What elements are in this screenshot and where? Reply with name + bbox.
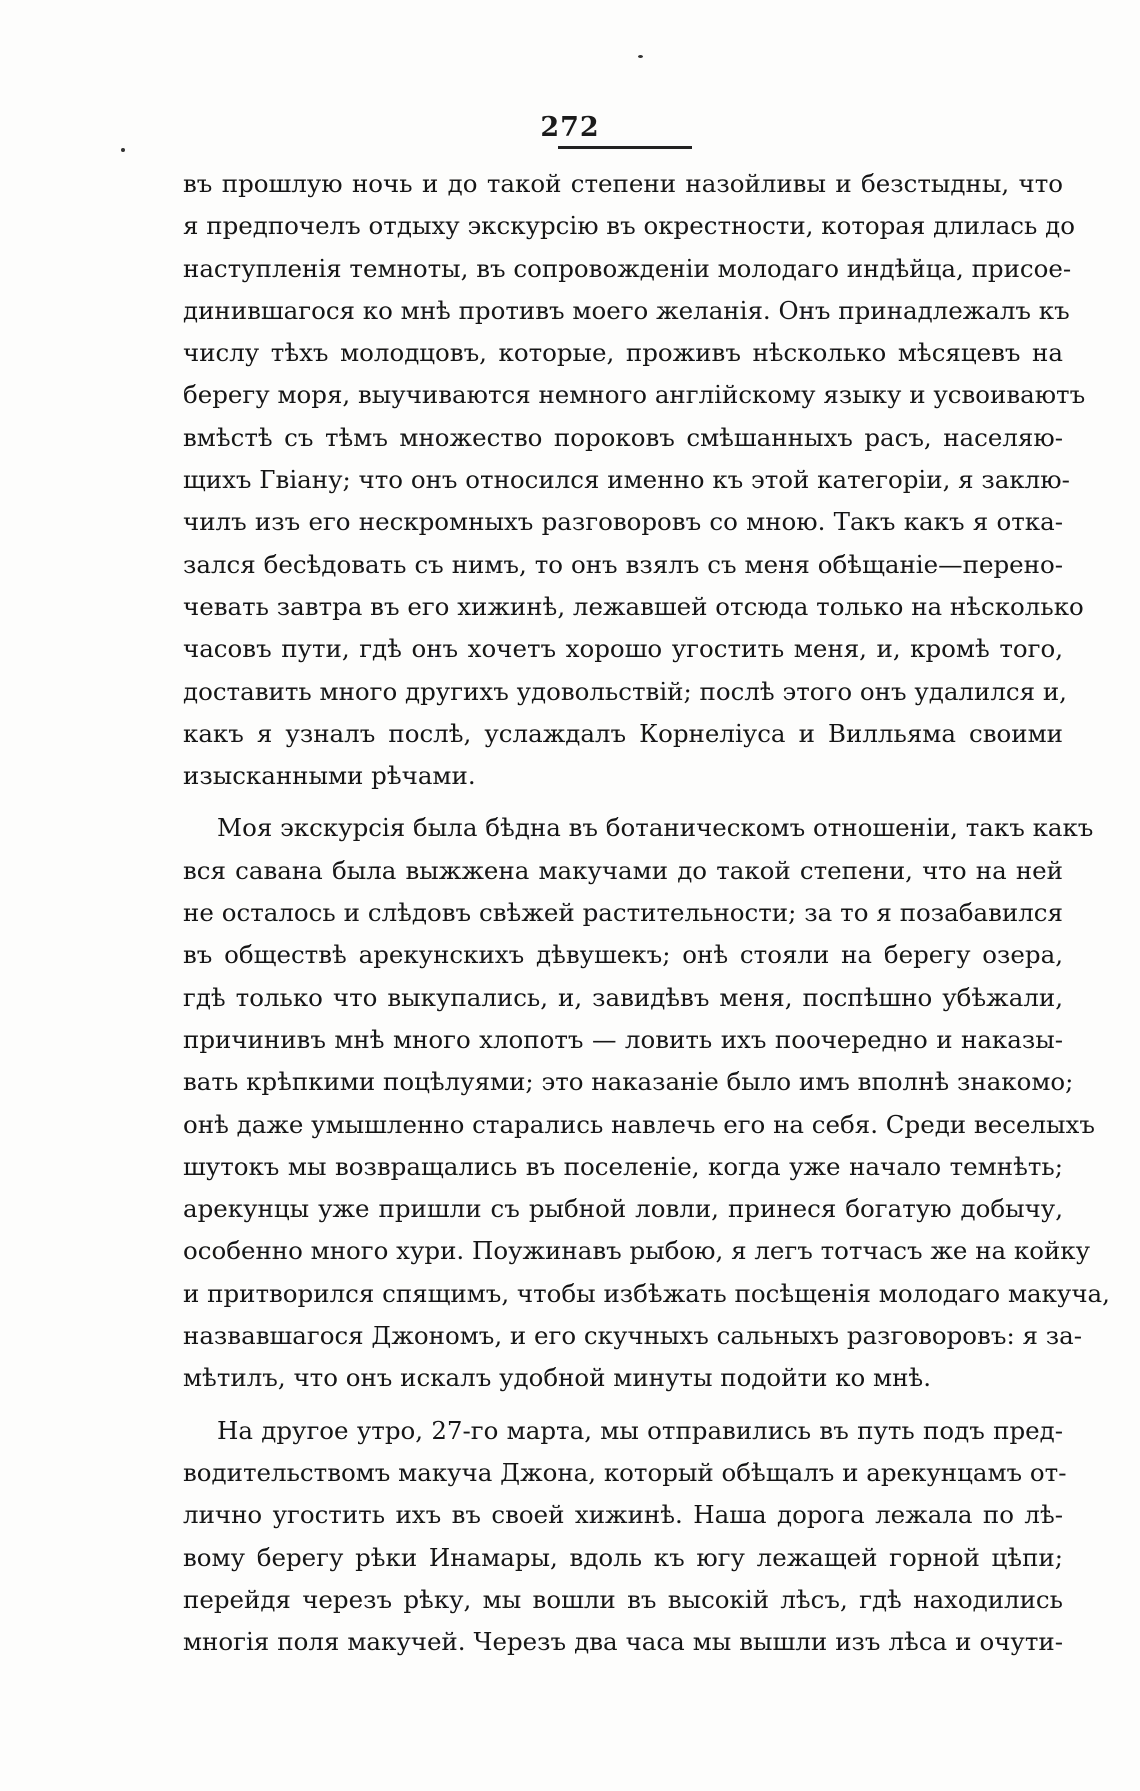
text-line: вому берегу рѣки Инамары, вдоль къ югу лежащей горной цѣпи; <box>183 1542 1063 1572</box>
text-line: доставить много другихъ удовольствій; послѣ этого онъ удалился и, <box>183 676 1067 706</box>
text-line: какъ я узналъ послѣ, услаждалъ Корнеліуса и Вилльяма своими <box>183 718 1063 748</box>
header-rule <box>558 146 692 149</box>
text-line: зался бесѣдовать съ нимъ, то онъ взялъ съ меня обѣщаніе—перено- <box>183 549 1063 579</box>
text-line: перейдя черезъ рѣку, мы вошли въ высокій лѣсъ, гдѣ находились <box>183 1584 1063 1614</box>
text-line: арекунцы уже пришли съ рыбной ловли, принеся богатую добычу, <box>183 1194 1063 1224</box>
text-line: чевать завтра въ его хижинѣ, лежавшей отсюда только на нѣсколько <box>183 591 1084 621</box>
text-line: берегу моря, выучиваются немного англійскому языку и усвоиваютъ <box>183 380 1086 410</box>
page-number: 272 <box>540 112 600 143</box>
text-line: и притворился спящимъ, чтобы избѣжать посѣщенія молодаго макуча, <box>183 1278 1110 1308</box>
text-line: назвавшагося Джономъ, и его скучныхъ сальныхъ разговоровъ: я за- <box>183 1321 1082 1351</box>
text-line: водительствомъ макуча Джона, который обѣщалъ и арекунцамъ от- <box>183 1457 1067 1487</box>
text-line: щихъ Гвіану; что онъ относился именно къ этой категоріи, я заклю- <box>183 465 1070 495</box>
text-line: многія поля макучей. Черезъ два часа мы вышли изъ лѣса и очути- <box>183 1627 1063 1657</box>
body-text <box>183 163 1110 1663</box>
text-line: вать крѣпкими поцѣлуями; это наказаніе было имъ вполнѣ знакомо; <box>183 1067 1074 1097</box>
text-line: не осталось и слѣдовъ свѣжей растительности; за то я позабавился <box>183 898 1063 928</box>
paragraph-gap <box>183 1400 1063 1410</box>
text-line: въ обществѣ арекунскихъ дѣвушекъ; онѣ стояли на берегу озера, <box>183 940 1063 970</box>
text-line: чилъ изъ его нескромныхъ разговоровъ со мною. Такъ какъ я отка- <box>183 507 1063 537</box>
text-line: онѣ даже умышленно старались навлечь его на себя. Среди веселыхъ <box>183 1109 1095 1139</box>
text-line: изысканными рѣчами. <box>183 761 476 791</box>
text-line: Моя экскурсія была бѣдна въ ботаническомъ отношеніи, такъ какъ <box>217 813 1094 843</box>
text-line: я предпочелъ отдыху экскурсію въ окрестности, которая длилась до <box>183 211 1075 241</box>
paragraph-gap <box>183 797 1063 807</box>
text-line: мѣтилъ, что онъ искалъ удобной минуты подойти ко мнѣ. <box>183 1363 931 1393</box>
text-line: причинивъ мнѣ много хлопотъ — ловить ихъ поочередно и наказы- <box>183 1024 1063 1054</box>
text-line: особенно много хури. Поужинавъ рыбою, я легъ тотчасъ же на койку <box>183 1236 1091 1266</box>
text-line: На другое утро, 27-го марта, мы отправились въ путь подъ пред- <box>217 1415 1063 1445</box>
text-line: часовъ пути, гдѣ онъ хочетъ хорошо угостить меня, и, кромѣ того, <box>183 634 1063 664</box>
paragraph-3 <box>183 1410 1067 1664</box>
text-line: вся савана была выжжена макучами до такой степени, что на ней <box>183 855 1063 885</box>
paragraph-2 <box>183 807 1110 1399</box>
text-line: лично угостить ихъ въ своей хижинѣ. Наша дорога лежала по лѣ- <box>183 1500 1063 1530</box>
text-line: вмѣстѣ съ тѣмъ множество пороковъ смѣшанныхъ расъ, населяю- <box>183 422 1063 452</box>
text-line: наступленія темноты, въ сопровожденіи молодаго индѣйца, присое- <box>183 253 1072 283</box>
paragraph-1 <box>183 163 1086 797</box>
text-line: въ прошлую ночь и до такой степени назойливы и безстыдны, что <box>183 169 1063 198</box>
text-line: динившагося ко мнѣ противъ моего желанія. Онъ принадлежалъ къ <box>183 295 1070 325</box>
text-line: шутокъ мы возвращались въ поселеніе, когда уже начало темнѣть; <box>183 1151 1063 1181</box>
print-speck <box>638 55 643 58</box>
text-line: числу тѣхъ молодцовъ, которые, проживъ нѣсколько мѣсяцевъ на <box>183 338 1063 368</box>
print-speck <box>121 148 125 152</box>
text-line: гдѣ только что выкупались, и, завидѣвъ меня, поспѣшно убѣжали, <box>183 982 1063 1012</box>
